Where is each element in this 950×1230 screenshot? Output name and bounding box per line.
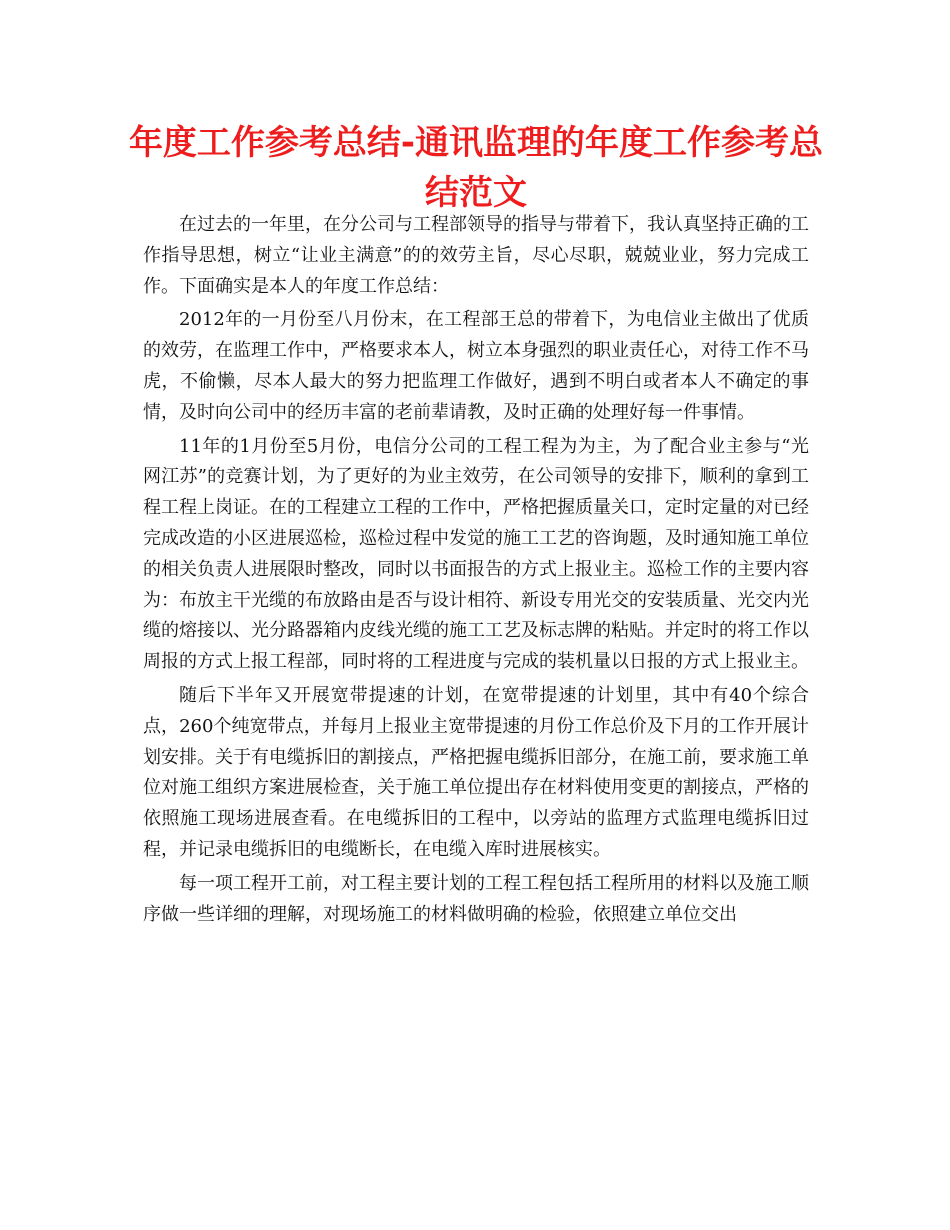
paragraph-2012-work: 2012年的一月份至八月份末，在工程部王总的带着下，为电信业主做出了优质的效劳，在监理工作中，严格要求本人，树立本身强烈的职业责任心，对待工作不马虎，不偷懒，尽本人最大的努力把监理工作做好，遇到不明白或者本人不确定的事情，及时向公司中的经历丰富的老前辈请教，及时正确的处理好每一件事情。 bbox=[143, 309, 809, 423]
document-body bbox=[143, 210, 809, 933]
paragraph-pre-construction: 每一项工程开工前，对工程主要计划的工程工程包括工程所用的材料以及施工顺序做一些详细的理解，对现场施工的材料做明确的检验，依照建立单位交出 bbox=[143, 872, 809, 925]
document-title: 年度工作参考总结-通讯监理的年度工作参考总结范文 bbox=[128, 123, 824, 213]
paragraph-intro: 在过去的一年里，在分公司与工程部领导的指导与带着下，我认真坚持正确的工作指导思想，树立“让业主满意”的的效劳主旨，尽心尽职，兢兢业业，努力完成工作。下面确实是本人的年度工作总结： bbox=[143, 214, 809, 297]
paragraph-project-inspection: 11年的1月份至5月份，电信分公司的工程工程为为主，为了配合业主参与“光网江苏”的竞赛计划，为了更好的为业主效劳，在公司领导的安排下，顺利的拿到工程工程上岗证。在的工程建立工程的工作中，严格把握质量关口，定时定量的对已经完成改造的小区进展巡检，巡检过程中发觉的施工工艺的咨询题，及时通知施工单位的相关负责人进展限时整改，同时以书面报告的方式上报业主。巡检工作的主要内容为：布放主干光缆的布放路由是否与设计相符、新设专用光交的安装质量、光交内光缆的熔接以、光分路器箱内皮线光缆的施工工艺及标志牌的粘贴。并定时的将工作以周报的方式上报工程部，同时将的工程进度与完成的装机量以日报的方式上报业主。 bbox=[143, 435, 809, 673]
paragraph-broadband-upgrade: 随后下半年又开展宽带提速的计划，在宽带提速的计划里，其中有40个综合点，260个纯宽带点，并每月上报业主宽带提速的月份工作总价及下月的工作开展计划安排。关于有电缆拆旧的割接点，严格把握电缆拆旧部分，在施工前，要求施工单位对施工组织方案进展检查，关于施工单位提出存在材料使用变更的割接点，严格的依照施工现场进展查看。在电缆拆旧的工程中，以旁站的监理方式监理电缆拆旧过程，并记录电缆拆旧的电缆断长，在电缆入库时进展核实。 bbox=[143, 684, 809, 860]
